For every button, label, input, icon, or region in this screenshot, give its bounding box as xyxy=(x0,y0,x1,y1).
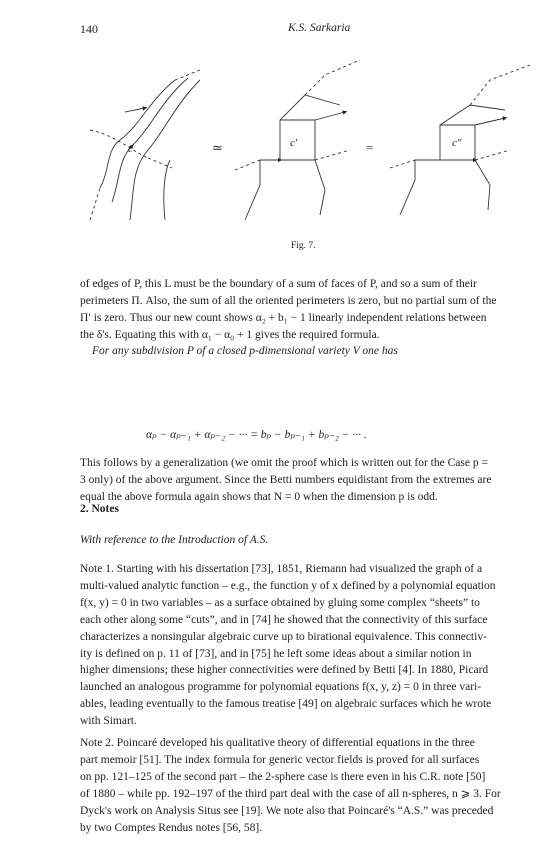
page-number: 140 xyxy=(80,22,98,36)
operator-homotopic: ≃ xyxy=(212,140,223,155)
section-subheading: With reference to the Introduction of A.S. xyxy=(80,534,269,546)
figure-panel-1 xyxy=(90,70,200,220)
paragraph-generalization: This follows by a generalization (we omit the proof which is written out for the Case p = 3 only) of the above argument. Since the Betti numbers equidistant from the extremes are equal the above formula again shows that N = 0 when the dimension p is odd. xyxy=(80,457,492,503)
panel-label-c: c xyxy=(128,143,133,155)
note-2: Note 2. Poincaré developed his qualitative theory of differential equations in the three part memoir [51]. The index formula for generic vector fields is proved for all surfaces on pp. 121–125 of the second part – the 2-sphere case is there even in his C.R. note [50] of 1880 – while pp. 192–197 of the third part deal with the case of all n-spheres, n ⩾ 3. For Dyck's work on Analysis Situs see [19]. We note also that Poincaré's “A.S.” was preceded by two Comptes Rendus notes [56, 58]. xyxy=(80,737,501,834)
figure-panel-2 xyxy=(235,60,360,220)
figure-caption: Fig. 7. xyxy=(291,241,316,251)
operator-equals: = xyxy=(366,140,374,155)
panel-label-c-double-prime: c″ xyxy=(452,137,462,149)
section-heading: 2. Notes xyxy=(80,503,119,515)
running-head: K.S. Sarkaria xyxy=(288,22,351,34)
statement: For any subdivision P of a closed p-dimensional variety V one has xyxy=(92,345,398,357)
figure-7 xyxy=(70,50,550,230)
panel-label-c-prime: c′ xyxy=(290,137,298,149)
betti-formula: αₚ − αₚ₋₁ + αₚ₋₂ − ··· = bₚ − bₚ₋₁ + bₚ₋₂ − ··· . xyxy=(146,429,367,441)
paragraph-edges: of edges of P, this L must be the boundary of a sum of faces of P, and so a sum of their perimeters Π. Also, the sum of all the oriented perimeters is zero, but no partial sum of the Π′ is zero. Thus our new count shows α₂ + b₁ − 1 linearly independent relations between the δ's. Equating this with α₁ − α₀ + 1 gives the required formula. xyxy=(80,278,497,341)
note-1: Note 1. Starting with his dissertation [73], 1851, Riemann had visualized the graph of a multi-valued analytic function – e.g., the function y of x defined by a polynomial equation f(x, y) = 0 in two variables – as a surface obtained by gluing some complex “sheets” to each other along some “cuts”, and in [74] he showed that the connectivity of this surface characterizes a nonsingular algebraic curve up to birational equivalence. This connectiv- ity is defined on p. 11 of [73], and in [75] he left some ideas about a similar notion in higher dimensions; these higher connectivities were defined by Betti [4]. In 1880, Picard launched an analogous programme for polynomial equations f(x, y, z) = 0 in three vari- ables, leading eventually to the famous treatise [49] on algebraic surfaces which he wrote with Simart. xyxy=(80,563,496,728)
